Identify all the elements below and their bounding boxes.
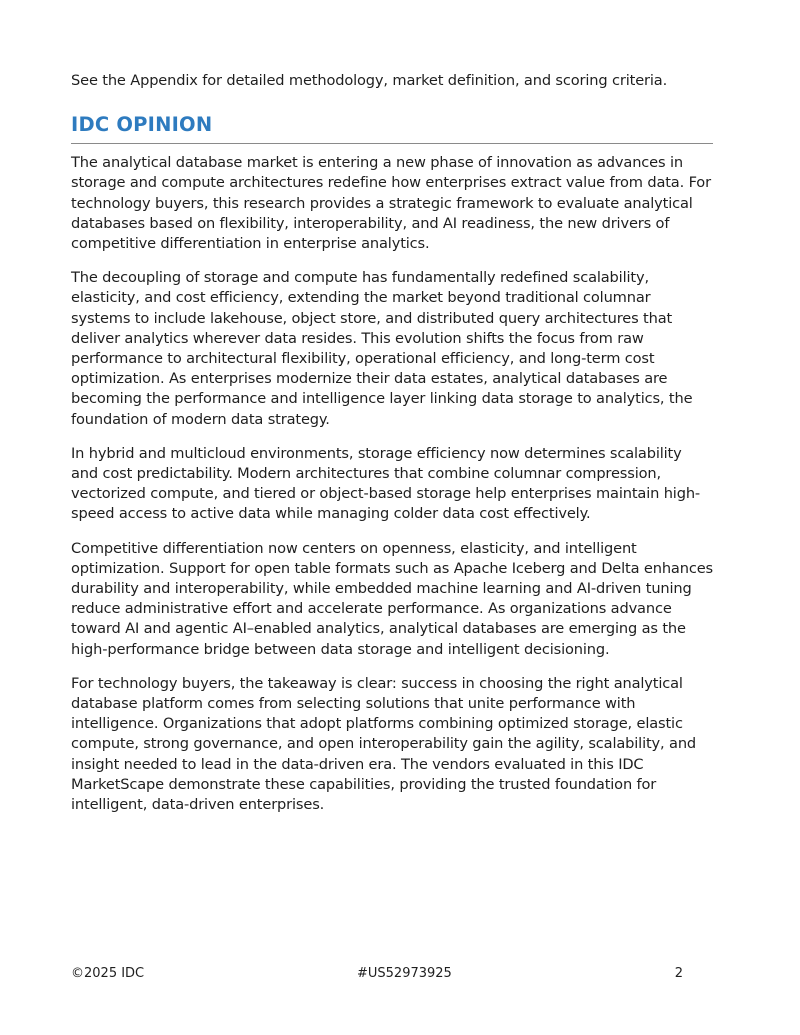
footer-document-id: #US52973925 — [357, 966, 452, 981]
body-paragraph: Competitive differentiation now centers on openness, elasticity, and intelligent optimization. Support for open table formats such as Apache Iceberg and Delta enhances durability and interoperability, while embedded machine learning and AI-driven tuning reduce administrative effort and accelerate performance. As organizations advance toward AI and agentic AI–enabled analytics, analytical databases are emerging as the high-performance bridge between data storage and intelligent decisioning. — [71, 539, 713, 658]
page-footer — [71, 966, 683, 986]
section-heading: IDC OPINION — [71, 113, 713, 144]
intro-paragraph: See the Appendix for detailed methodology, market definition, and scoring criteria. — [71, 72, 668, 89]
footer-page-number: 2 — [674, 966, 683, 981]
body-paragraph: The analytical database market is entering a new phase of innovation as advances in storage and compute architectures redefine how enterprises extract value from data. For technology buyers, this research provides a strategic framework to evaluate analytical databases based on flexibility, interoperability, and AI readiness, the new drivers of competitive differentiation in enterprise analytics. — [71, 154, 711, 253]
page-content — [71, 71, 713, 829]
body-paragraph: The decoupling of storage and compute has fundamentally redefined scalability, elasticity, and cost efficiency, extending the market beyond traditional columnar systems to include lakehouse, object store, and distributed query architectures that deliver analytics wherever data resides. This evolution shifts the focus from raw performance to architectural flexibility, operational efficiency, and long-term cost optimization. As enterprises modernize their data estates, analytical databases are becoming the performance and intelligence layer linking data storage to analytics, the foundation of modern data strategy. — [71, 269, 693, 428]
body-paragraph: In hybrid and multicloud environments, storage efficiency now determines scalability and cost predictability. Modern architectures that combine columnar compression, vectorized compute, and tiered or object-based storage help enterprises maintain high-speed access to active data while managing colder data cost effectively. — [71, 444, 701, 523]
section-body — [71, 153, 713, 815]
body-paragraph: For technology buyers, the takeaway is clear: success in choosing the right analytical database platform comes from selecting solutions that unite performance with intelligence. Organizations that adopt platforms combining optimized storage, elastic compute, strong governance, and open interoperability gain the agility, scalability, and insight needed to lead in the data-driven era. The vendors evaluated in this IDC MarketScape demonstrate these capabilities, providing the trusted foundation for intelligent, data-driven enterprises. — [71, 674, 697, 814]
footer-copyright: ©2025 IDC — [71, 966, 145, 981]
